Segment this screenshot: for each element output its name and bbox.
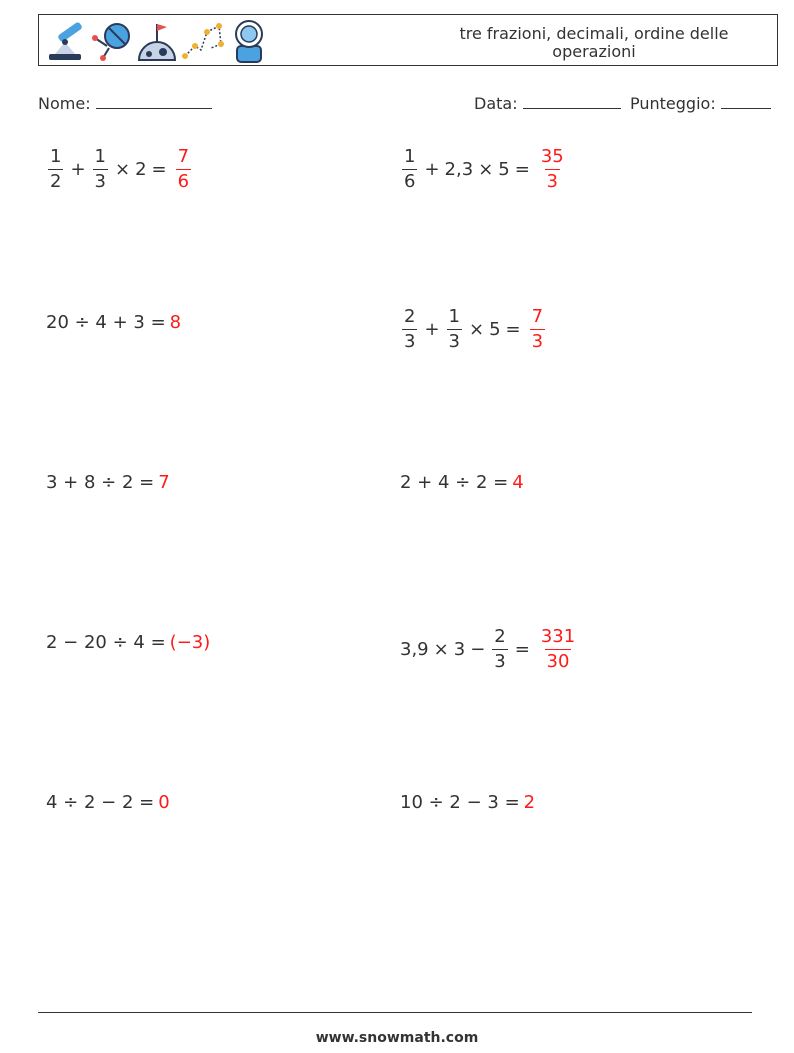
score-label: Punteggio: (630, 94, 716, 113)
astronaut-icon (227, 18, 271, 64)
problem-5: 3 + 8 ÷ 2 = 7 (46, 472, 170, 493)
moon-flag-icon (135, 18, 179, 64)
worksheet-title (419, 25, 769, 61)
constellation-icon (181, 18, 225, 64)
problem-4: $\frac{2}{3}$ + $\frac{1}{3}$ × 5 = $\frac{7}{3}$ (404, 306, 544, 352)
answer: $\frac{7}{3}$ (531, 306, 544, 352)
problem-2: $\frac{1}{6}$ + 2,3 × 5 = $\frac{35}{3}$ (404, 146, 564, 192)
date-field[interactable] (474, 94, 621, 113)
answer: (−3) (169, 632, 211, 653)
worksheet-header (38, 14, 778, 66)
satellite-icon (89, 18, 133, 64)
answer: 0 (158, 792, 170, 813)
telescope-icon (43, 18, 87, 64)
answer: $\frac{331}{30}$ (540, 626, 576, 672)
problem-10: 10 ÷ 2 − 3 = 2 (400, 792, 536, 813)
problem-7: 2 − 20 ÷ 4 = (−3) (46, 632, 211, 653)
score-blank[interactable] (721, 94, 771, 109)
date-blank[interactable] (523, 94, 621, 109)
answer: 4 (512, 472, 524, 493)
fraction: $\frac{2}{3}$ (404, 306, 416, 352)
footer-url[interactable]: www.snowmath.com (315, 1030, 479, 1046)
fraction: $\frac{1}{3}$ (94, 146, 106, 192)
problem-1: $\frac{1}{2}$ + $\frac{1}{3}$ × 2 = $\frac{7}{6}$ (50, 146, 190, 192)
fraction: $\frac{1}{6}$ (404, 146, 416, 192)
answer: $\frac{7}{6}$ (177, 146, 190, 192)
problem-8: 3,9 × 3 − $\frac{2}{3}$ = $\frac{331}{30}$ (400, 626, 576, 672)
name-field[interactable] (38, 94, 212, 113)
name-blank[interactable] (96, 94, 212, 109)
answer: 8 (169, 312, 182, 333)
fraction: $\frac{1}{2}$ (50, 146, 62, 192)
footer-divider (38, 1012, 752, 1013)
name-label: Nome: (38, 94, 91, 113)
date-label: Data: (474, 94, 518, 113)
fraction: $\frac{1}{3}$ (448, 306, 460, 352)
problem-3: 20 ÷ 4 + 3 = 8 (46, 312, 182, 333)
answer: 2 (523, 792, 536, 813)
answer: $\frac{35}{3}$ (540, 146, 564, 192)
problem-6: 2 + 4 ÷ 2 = 4 (400, 472, 524, 493)
fraction: $\frac{2}{3}$ (494, 626, 506, 672)
score-field[interactable] (630, 94, 771, 113)
problem-9: 4 ÷ 2 − 2 = 0 (46, 792, 170, 813)
answer: 7 (158, 472, 170, 493)
title-line-1: tre frazioni, decimali, ordine delle (459, 24, 729, 43)
title-line-2: operazioni (552, 42, 636, 61)
header-icons (43, 18, 271, 64)
